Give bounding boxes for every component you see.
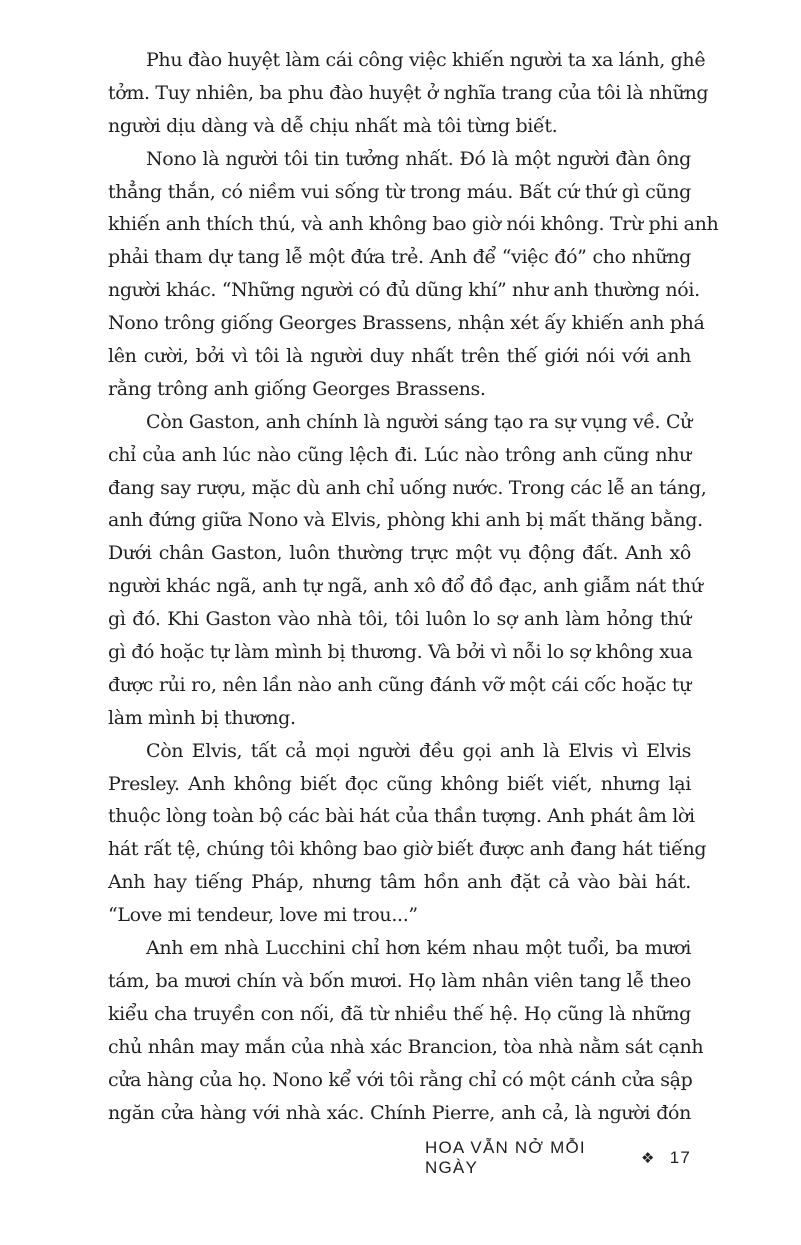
text-line: Còn Elvis, tất cả mọi người đều gọi anh là Elvis vì Elvis — [146, 739, 691, 762]
text-line: rằng trông anh giống Georges Brassens. — [108, 377, 486, 400]
text-line: được rủi ro, nên lần nào anh cũng đánh vỡ một cái cốc hoặc tự — [108, 673, 691, 696]
text-line: người khác ngã, anh tự ngã, anh xô đổ đồ đạc, anh giẫm nát thứ — [108, 575, 703, 598]
text-line: tởm. Tuy nhiên, ba phu đào huyệt ở nghĩa trang của tôi là những — [108, 81, 709, 104]
text-line: Anh hay tiếng Pháp, nhưng tâm hồn anh đặt cả vào bài hát. — [108, 871, 691, 894]
paragraph — [108, 143, 719, 406]
text-line: Anh em nhà Lucchini chỉ hơn kém nhau một tuổi, ba mươi — [146, 937, 691, 960]
text-line: cửa hàng của họ. Nono kể với tôi rằng chỉ có một cánh cửa sập — [108, 1068, 693, 1091]
text-line: Dưới chân Gaston, luôn thường trực một vụ động đất. Anh xô — [108, 542, 691, 565]
paragraph — [108, 735, 707, 932]
body-text — [108, 44, 719, 1129]
text-line: lên cười, bởi vì tôi là người duy nhất trên thế giới nói với anh — [108, 345, 691, 368]
text-line: kiểu cha truyền con nối, đã từ nhiều thế hệ. Họ cũng là những — [108, 1002, 691, 1025]
text-line: người dịu dàng và dễ chịu nhất mà tôi từng biết. — [108, 114, 558, 137]
text-line: Phu đào huyệt làm cái công việc khiến người ta xa lánh, ghê — [146, 49, 706, 71]
text-line: chỉ của anh lúc nào cũng lệch đi. Lúc nào trông anh cũng như — [108, 443, 691, 466]
text-line: thuộc lòng toàn bộ các bài hát của thần tượng. Anh phát âm lời — [108, 805, 695, 828]
paragraph — [108, 44, 709, 143]
text-line: hát rất tệ, chúng tôi không bao giờ biết được anh đang hát tiếng — [108, 838, 707, 861]
text-line: “Love mi tendeur, love mi trou...” — [108, 904, 418, 927]
text-line: gì đó hoặc tự làm mình bị thương. Và bởi vì nỗi lo sợ không xua — [108, 641, 693, 664]
text-line: gì đó. Khi Gaston vào nhà tôi, tôi luôn lo sợ anh làm hỏng thứ — [108, 608, 691, 631]
text-line: phải tham dự tang lễ một đứa trẻ. Anh để “việc đó” cho những — [108, 246, 691, 269]
text-line: khiến anh thích thú, và anh không bao giờ nói không. Trừ phi anh — [108, 213, 719, 236]
text-line: tám, ba mươi chín và bốn mươi. Họ làm nhân viên tang lễ theo — [108, 969, 691, 992]
text-line: anh đứng giữa Nono và Elvis, phòng khi anh bị mất thăng bằng. — [108, 509, 703, 532]
text-line: chủ nhân may mắn của nhà xác Brancion, tòa nhà nằm sát cạnh — [108, 1035, 704, 1058]
text-line: người khác. “Những người có đủ dũng khí” như anh thường nói. — [108, 279, 700, 302]
text-line: làm mình bị thương. — [108, 706, 296, 729]
running-footer — [425, 1138, 691, 1178]
text-line: thẳng thắn, có niềm vui sống từ trong máu. Bất cứ thứ gì cũng — [108, 180, 691, 203]
text-line: đang say rượu, mặc dù anh chỉ uống nước. Trong các lễ an táng, — [108, 476, 707, 499]
text-line: Presley. Anh không biết đọc cũng không biết viết, nhưng lại — [108, 772, 691, 795]
book-title: HOA VẪN NỞ MỖI NGÀY — [425, 1138, 586, 1177]
paragraph — [108, 932, 704, 1129]
text-line: Nono trông giống Georges Brassens, nhận xét ấy khiến anh phá — [108, 312, 705, 335]
text-line: Nono là người tôi tin tưởng nhất. Đó là một người đàn ông — [146, 147, 691, 170]
ornament-icon: ❖ — [641, 1150, 656, 1167]
text-line: Còn Gaston, anh chính là người sáng tạo ra sự vụng về. Cử — [146, 410, 693, 433]
text-line: ngăn cửa hàng với nhà xác. Chính Pierre, anh cả, là người đón — [108, 1101, 691, 1124]
page-number: 17 — [669, 1148, 691, 1167]
paragraph — [108, 406, 707, 735]
